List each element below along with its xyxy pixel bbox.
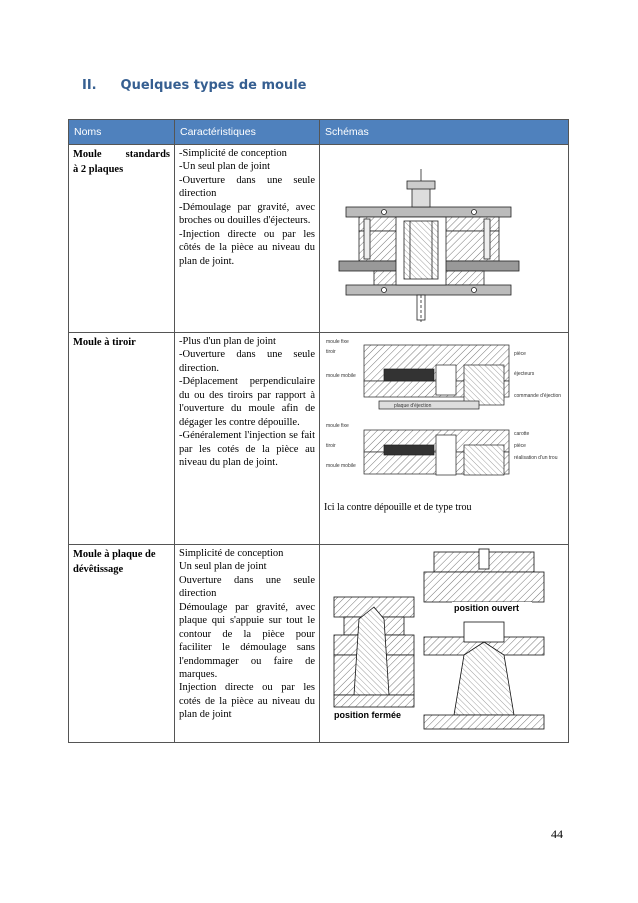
row-name-line2: à 2 plaques — [73, 164, 124, 176]
section-title: Quelques types de moule — [120, 78, 307, 93]
feature-item: -Injection directe ou par les côtés de la pièce au niveau du plan de joint. — [179, 228, 315, 267]
label-tiroir: tiroir — [326, 349, 336, 355]
label-plaque-ejection: plaque d'éjection — [394, 403, 432, 409]
feature-item: -Plus d'un plan de joint — [179, 336, 276, 347]
mould-types-table — [68, 119, 569, 743]
table-row — [69, 545, 569, 743]
label-position-fermee: position fermée — [334, 710, 402, 720]
feature-item: Un seul plan de joint — [179, 561, 267, 573]
row-name-line1: Moule standards — [73, 149, 170, 160]
cell-features — [175, 145, 320, 333]
cell-features — [175, 333, 320, 545]
section-number: II. — [82, 78, 97, 93]
feature-item: -Ouverture dans une seule direction — [179, 174, 315, 200]
label-moule-mobile: moule mobile — [326, 373, 356, 379]
cell-schema — [320, 145, 569, 333]
cell-name — [69, 545, 175, 743]
schema-caption: Ici la contre dépouille et de type trou — [324, 502, 472, 513]
cell-features — [175, 545, 320, 743]
row-name-line1: Moule à tiroir — [73, 337, 136, 348]
feature-item: -Démoulage par gravité, avec broches ou douilles d'éjecteurs. — [179, 201, 315, 227]
section-heading — [82, 78, 306, 93]
header-noms: Noms — [69, 120, 175, 145]
cell-schema — [320, 333, 569, 545]
feature-item: Injection directe ou par les cotés de la pièce au niveau du plan de joint — [179, 682, 315, 721]
feature-item: Simplicité de conception — [179, 548, 284, 559]
header-caracteristiques: Caractéristiques — [175, 120, 320, 145]
cell-schema — [320, 545, 569, 743]
label-ejecteurs: éjecteurs — [514, 371, 535, 377]
cell-name — [69, 333, 175, 545]
label-tiroir-2: tiroir — [326, 443, 336, 449]
stripper-plate-mould-drawing — [324, 547, 564, 735]
standard-mould-drawing — [324, 147, 564, 325]
slide-mould-drawing — [324, 335, 564, 497]
table-row — [69, 145, 569, 333]
feature-item: -Un seul plan de joint — [179, 161, 270, 173]
row-name-line2: dévêtissage — [73, 564, 124, 576]
feature-item: Démoulage par gravité, avec plaque qui s'appuie sur tout le contour de la pièce pour faciliter le démoulage sans l'endommager ou faire de marques. — [179, 601, 315, 680]
feature-item: -Déplacement perpendiculaire du ou des tiroirs par rapport à l'ouverture du moule afin de dégager les contre dépouille. — [179, 376, 315, 428]
label-moule-fixe: moule fixe — [326, 339, 349, 345]
feature-item: -Généralement l'injection se fait par les cotés de la pièce au niveau du plan de joint. — [179, 430, 315, 468]
label-moule-mobile-2: moule mobile — [326, 463, 356, 469]
label-position-ouvert: position ouvert — [454, 603, 519, 613]
feature-item: Ouverture dans une seule direction — [179, 574, 315, 600]
table-header-row — [69, 120, 569, 145]
feature-item: -Simplicité de conception — [179, 148, 287, 159]
label-piece: pièce — [514, 351, 526, 357]
feature-item: -Ouverture dans une seule direction. — [179, 349, 315, 374]
table-row — [69, 333, 569, 545]
row-name-line1: Moule à plaque de — [73, 549, 156, 560]
label-moule-fixe-2: moule fixe — [326, 423, 349, 429]
label-commande-ejection: commande d'éjection — [514, 393, 562, 399]
label-piece-2: pièce — [514, 443, 526, 449]
label-realisation-trou: réalisation d'un trou — [514, 455, 558, 461]
cell-name — [69, 145, 175, 333]
page-number: 44 — [551, 827, 563, 841]
header-schemas: Schémas — [320, 120, 569, 145]
label-carotte: carotte — [514, 431, 530, 437]
